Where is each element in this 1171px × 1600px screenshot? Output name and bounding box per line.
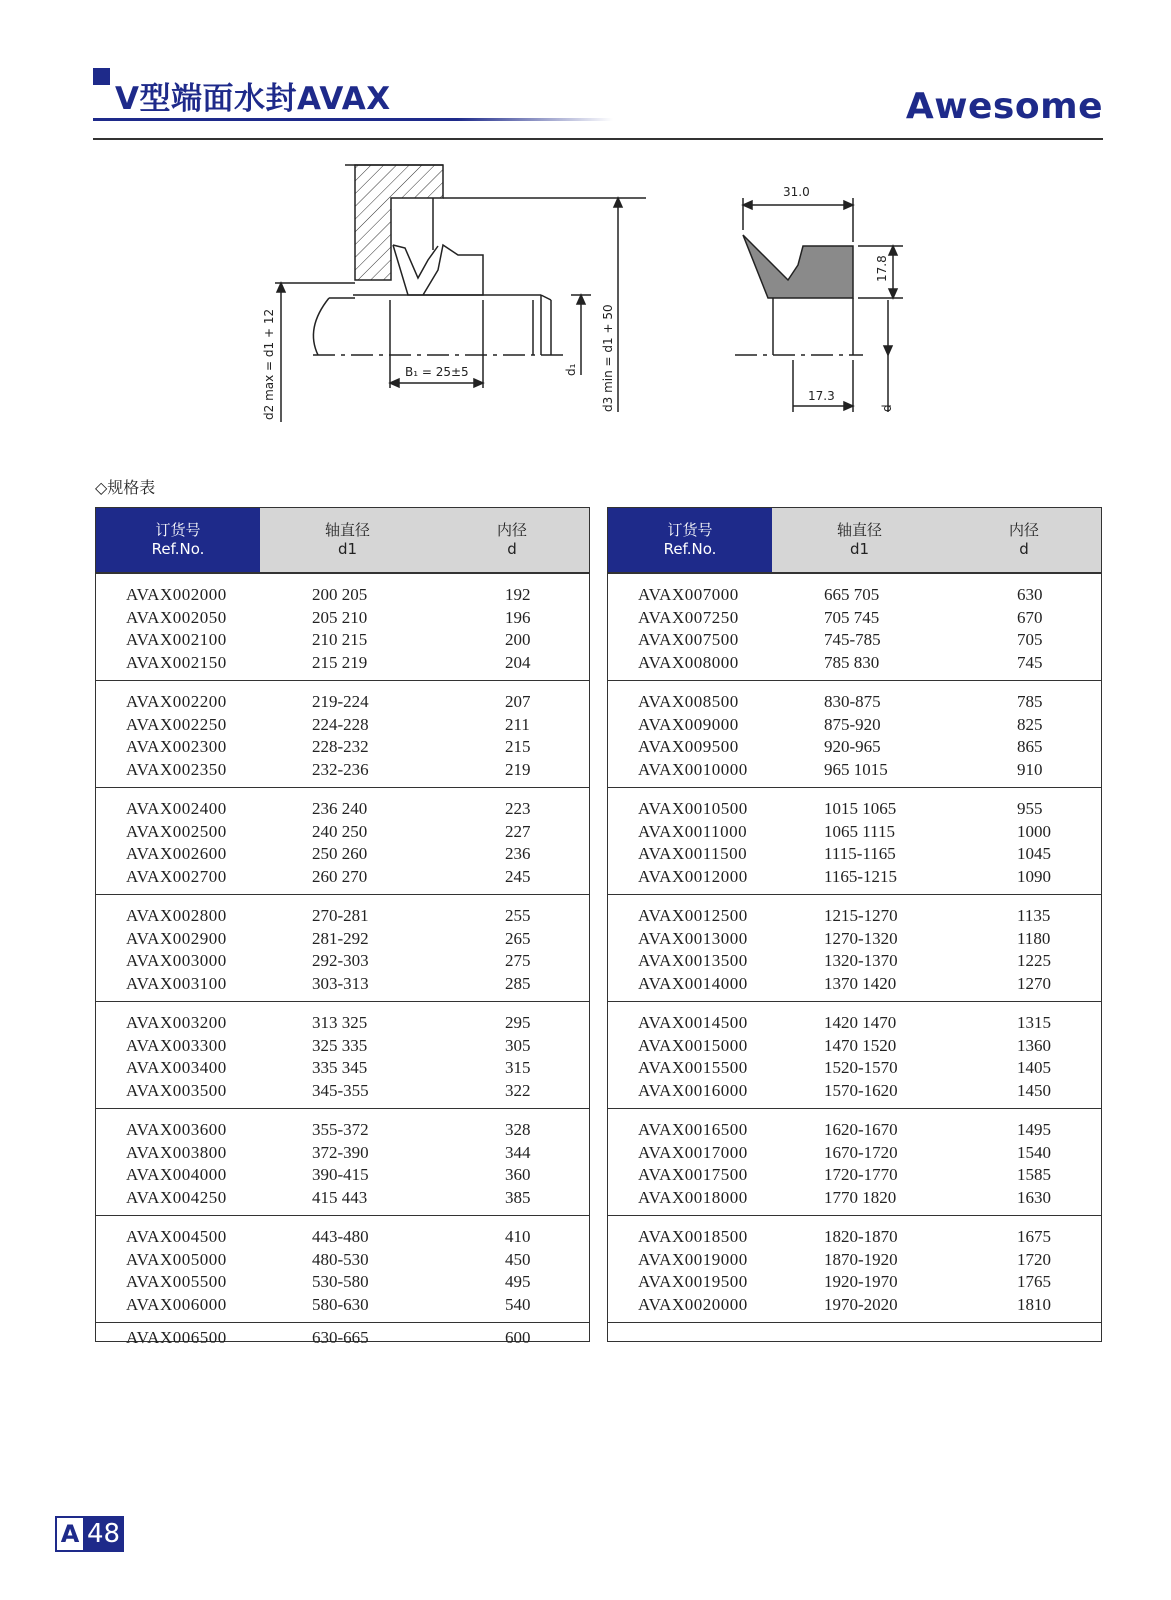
ref-no-cell: AVAX006500 [126,1328,227,1348]
shaft-diameter-cell: 210 215 [312,630,368,650]
table-row [96,652,589,675]
inner-diameter-cell: 1720 [1017,1249,1051,1269]
shaft-diameter-cell: 1570-1620 [824,1080,898,1100]
ref-no-cell: AVAX002100 [126,630,227,650]
inner-diameter-cell: 745 [1017,652,1043,672]
d1-label: d₁ [564,363,578,376]
ref-no-cell: AVAX007250 [638,607,739,627]
spec-table-right [607,507,1102,1342]
spec-table-left [95,507,590,1348]
technical-drawing [93,150,1103,440]
ref-no-cell: AVAX0019500 [638,1272,748,1292]
inner-diameter-cell: 1225 [1017,951,1051,971]
table-row [608,1187,1101,1210]
table-row [96,1164,589,1187]
table-row [608,1271,1101,1294]
ref-no-cell: AVAX002000 [126,585,227,605]
ref-no-cell: AVAX0015500 [638,1058,748,1078]
title-square-marker [93,68,110,85]
shaft-diameter-cell: 1620-1670 [824,1120,898,1140]
table-row [96,928,589,951]
table-row [608,1226,1101,1249]
shaft-diameter-cell: 325 335 [312,1035,368,1055]
inner-diameter-cell: 410 [505,1227,531,1247]
table-row [608,1012,1101,1035]
ref-no-cell: AVAX0017500 [638,1165,748,1185]
ref-no-cell: AVAX0012500 [638,906,748,926]
inner-diameter-cell: 1135 [1017,906,1051,926]
table-row [96,584,589,607]
inner-diameter-cell: 275 [505,951,531,971]
inner-diameter-cell: 705 [1017,630,1043,650]
col-ref-cn: 订货号 [667,521,713,539]
col-d-cn: 内径 [1008,521,1039,539]
inner-diameter-cell: 1585 [1017,1165,1051,1185]
ref-no-cell: AVAX0014500 [638,1013,748,1033]
inner-diameter-cell: 785 [1017,692,1043,712]
inner-diameter-cell: 322 [505,1080,531,1100]
table-body [608,574,1101,1351]
shaft-diameter-cell: 630-665 [312,1328,369,1348]
inner-diameter-cell: 236 [505,844,531,864]
ref-no-cell: AVAX0016000 [638,1080,748,1100]
inner-diameter-cell: 1630 [1017,1187,1051,1207]
table-row [96,843,589,866]
col-d1-en: d1 [849,540,870,558]
table-row [608,950,1101,973]
inner-diameter-cell: 344 [505,1142,531,1162]
table-row [608,714,1101,737]
inner-diameter-cell: 196 [505,607,531,627]
shaft-diameter-cell: 292-303 [312,951,369,971]
ref-no-cell: AVAX002500 [126,821,227,841]
shaft-diameter-cell: 260 270 [312,866,368,886]
shaft-diameter-cell: 415 443 [312,1187,368,1207]
ref-no-cell: AVAX0018000 [638,1187,748,1207]
shaft-diameter-cell: 665 705 [824,585,880,605]
inner-diameter-cell: 600 [505,1328,531,1348]
ref-no-cell: AVAX002700 [126,866,227,886]
col-ref-en: Ref.No. [151,540,205,558]
inner-diameter-cell: 207 [505,692,531,712]
inner-diameter-cell: 865 [1017,737,1043,757]
shaft-diameter-cell: 281-292 [312,928,369,948]
inner-diameter-cell: 495 [505,1272,531,1292]
table-row [96,973,589,996]
header-divider [93,138,1103,140]
shaft-diameter-cell: 920-965 [824,737,881,757]
table-row [608,843,1101,866]
table-row [96,1327,589,1350]
ref-no-cell: AVAX002200 [126,692,227,712]
inner-diameter-cell: 211 [505,714,530,734]
row-group [96,681,589,788]
brand-logo: Awesome [905,86,1103,127]
table-row [96,1294,589,1317]
ref-no-cell: AVAX002600 [126,844,227,864]
shaft-diameter-cell: 965 1015 [824,759,888,779]
inner-diameter-cell: 1675 [1017,1227,1051,1247]
table-row [608,652,1101,675]
installation-diagram [93,150,1103,440]
d2-label: d2 max = d1 + 12 [262,308,276,420]
col-d-header [435,508,589,572]
ref-no-cell: AVAX0018500 [638,1227,748,1247]
title-underline [93,118,613,121]
inner-diameter-cell: 450 [505,1249,531,1269]
shaft-diameter-cell: 345-355 [312,1080,369,1100]
table-row [96,1271,589,1294]
row-group [96,788,589,895]
row-group [608,1216,1101,1323]
table-header [608,508,1101,574]
shaft-diameter-cell: 1670-1720 [824,1142,898,1162]
row-group [96,1109,589,1216]
table-row [608,1057,1101,1080]
ref-no-cell: AVAX0010000 [638,759,748,779]
inner-diameter-cell: 1405 [1017,1058,1051,1078]
table-row [608,584,1101,607]
table-row [96,905,589,928]
table-row [608,821,1101,844]
inner-diameter-cell: 1450 [1017,1080,1051,1100]
col-d-en: d [507,540,517,558]
table-row [608,691,1101,714]
shaft-diameter-cell: 1065 1115 [824,821,895,841]
ref-no-cell: AVAX002150 [126,652,227,672]
shaft-diameter-cell: 1920-1970 [824,1272,898,1292]
inner-diameter-cell: 1045 [1017,844,1051,864]
ref-no-cell: AVAX004250 [126,1187,227,1207]
shaft-diameter-cell: 745-785 [824,630,881,650]
inner-diameter-cell: 1495 [1017,1120,1051,1140]
shaft-diameter-cell: 219-224 [312,692,369,712]
ref-no-cell: AVAX009500 [638,737,739,757]
inner-diameter-cell: 219 [505,759,531,779]
ref-no-cell: AVAX0015000 [638,1035,748,1055]
inner-diameter-cell: 328 [505,1120,531,1140]
ref-no-cell: AVAX006000 [126,1294,227,1314]
table-row [96,821,589,844]
ref-no-cell: AVAX0016500 [638,1120,748,1140]
ref-no-cell: AVAX004500 [126,1227,227,1247]
ref-no-cell: AVAX002400 [126,799,227,819]
col-d-cn: 内径 [496,521,527,539]
ref-no-cell: AVAX004000 [126,1165,227,1185]
page-title: V型端面水封AVAX [115,81,391,117]
table-row [608,759,1101,782]
shaft-diameter-cell: 372-390 [312,1142,369,1162]
ref-no-cell: AVAX003200 [126,1013,227,1033]
col-ref-header [608,508,772,572]
ref-no-cell: AVAX007000 [638,585,739,605]
shaft-diameter-cell: 1970-2020 [824,1294,898,1314]
table-row [608,1142,1101,1165]
col-d1-cn: 轴直径 [836,521,882,539]
table-row [608,1035,1101,1058]
table-row [96,1035,589,1058]
spec-table-heading: ◇规格表 [95,478,156,497]
row-group [96,574,589,681]
shaft-diameter-cell: 390-415 [312,1165,369,1185]
inner-diameter-cell: 215 [505,737,531,757]
inner-diameter-cell: 245 [505,866,531,886]
ref-no-cell: AVAX008000 [638,652,739,672]
inner-diameter-cell: 305 [505,1035,531,1055]
row-group [96,895,589,1002]
ref-no-cell: AVAX0011000 [638,821,748,841]
inner-diameter-cell: 955 [1017,799,1043,819]
inner-diameter-cell: 670 [1017,607,1043,627]
ref-no-cell: AVAX0013000 [638,928,748,948]
table-row [608,798,1101,821]
row-group [608,1109,1101,1216]
table-header [96,508,589,574]
inner-diameter-cell: 1765 [1017,1272,1051,1292]
ref-no-cell: AVAX0020000 [638,1294,748,1314]
ref-no-cell: AVAX002900 [126,928,227,948]
d-label: d [880,404,894,412]
installation-view [275,165,646,422]
inner-diameter-cell: 540 [505,1294,531,1314]
table-row [96,1142,589,1165]
shaft-diameter-cell: 1370 1420 [824,973,897,993]
ref-no-cell: AVAX002350 [126,759,227,779]
inner-diameter-cell: 825 [1017,714,1043,734]
ref-no-cell: AVAX003400 [126,1058,227,1078]
table-row [608,629,1101,652]
col-d1-header [772,508,947,572]
shaft-diameter-cell: 875-920 [824,714,881,734]
shaft-diameter-cell: 313 325 [312,1013,368,1033]
col-d-header [947,508,1101,572]
page-header [93,60,1103,142]
inner-diameter-cell: 1810 [1017,1294,1051,1314]
ref-no-cell: AVAX003100 [126,973,227,993]
shaft-diameter-cell: 480-530 [312,1249,369,1269]
shaft-diameter-cell: 830-875 [824,692,881,712]
inner-diameter-cell: 223 [505,799,531,819]
cross-section-view [735,198,903,412]
shaft-diameter-cell: 1420 1470 [824,1013,897,1033]
inner-diameter-cell: 192 [505,585,531,605]
shaft-diameter-cell: 1015 1065 [824,799,897,819]
inner-diameter-cell: 265 [505,928,531,948]
ref-no-cell: AVAX005000 [126,1249,227,1269]
row-group [96,1216,589,1323]
table-row [608,1249,1101,1272]
ref-no-cell: AVAX0019000 [638,1249,748,1269]
table-row [608,1294,1101,1317]
shaft-diameter-cell: 270-281 [312,906,369,926]
inner-diameter-cell: 227 [505,821,531,841]
shaft-diameter-cell: 530-580 [312,1272,369,1292]
row-group [608,574,1101,681]
shaft-diameter-cell: 250 260 [312,844,368,864]
shaft-diameter-cell: 1115-1165 [824,844,896,864]
section-badge: A [55,1516,85,1552]
inner-diameter-cell: 385 [505,1187,531,1207]
table-row [608,1164,1101,1187]
col-ref-header [96,508,260,572]
ref-no-cell: AVAX002050 [126,607,227,627]
col-ref-en: Ref.No. [663,540,717,558]
table-row [96,1226,589,1249]
shaft-diameter-cell: 228-232 [312,737,369,757]
inner-diameter-cell: 630 [1017,585,1043,605]
shaft-diameter-cell: 232-236 [312,759,369,779]
row-group [608,895,1101,1002]
inner-diameter-cell: 1090 [1017,866,1051,886]
row-group [96,1002,589,1109]
table-row [608,928,1101,951]
shaft-diameter-cell: 205 210 [312,607,368,627]
b1-label: B₁ = 25±5 [405,365,469,379]
shaft-diameter-cell: 1320-1370 [824,951,898,971]
ref-no-cell: AVAX0010500 [638,799,748,819]
ref-no-cell: AVAX002250 [126,714,227,734]
table-row [96,866,589,889]
inner-diameter-cell: 315 [505,1058,531,1078]
shaft-diameter-cell: 335 345 [312,1058,368,1078]
shaft-diameter-cell: 1870-1920 [824,1249,898,1269]
table-row [608,1119,1101,1142]
table-row [608,736,1101,759]
inner-diameter-cell: 1000 [1017,821,1051,841]
d3-label: d3 min = d1 + 50 [601,304,615,412]
inner-diameter-cell: 285 [505,973,531,993]
ref-no-cell: AVAX003800 [126,1142,227,1162]
col-d1-cn: 轴直径 [324,521,370,539]
inner-diameter-cell: 1540 [1017,1142,1051,1162]
shaft-diameter-cell: 355-372 [312,1120,369,1140]
inner-diameter-cell: 910 [1017,759,1043,779]
table-row [96,1057,589,1080]
col-d-en: d [1019,540,1029,558]
shaft-diameter-cell: 785 830 [824,652,880,672]
ref-no-cell: AVAX003000 [126,951,227,971]
table-row [96,798,589,821]
table-row [96,1187,589,1210]
ref-no-cell: AVAX003500 [126,1080,227,1100]
shaft-diameter-cell: 1770 1820 [824,1187,897,1207]
ref-no-cell: AVAX003300 [126,1035,227,1055]
page-number-value: 48 [83,1516,124,1552]
table-row [608,607,1101,630]
table-row [96,950,589,973]
shaft-diameter-cell: 1820-1870 [824,1227,898,1247]
shaft-diameter-cell: 1520-1570 [824,1058,898,1078]
table-body [96,574,589,1351]
shaft-diameter-cell: 240 250 [312,821,368,841]
table-row [96,736,589,759]
row-group [96,1323,589,1351]
ref-no-cell: AVAX009000 [638,714,739,734]
table-row [96,759,589,782]
page-number [55,1515,124,1553]
table-row [96,1249,589,1272]
inner-diameter-cell: 204 [505,652,531,672]
table-row [608,973,1101,996]
inner-diameter-cell: 1180 [1017,928,1051,948]
shaft-diameter-cell: 1470 1520 [824,1035,897,1055]
shaft-diameter-cell: 1720-1770 [824,1165,898,1185]
ref-no-cell: AVAX0013500 [638,951,748,971]
ref-no-cell: AVAX008500 [638,692,739,712]
shaft-diameter-cell: 1215-1270 [824,906,898,926]
height-dimension: 17.8 [875,255,889,282]
table-row [96,607,589,630]
table-row [96,714,589,737]
table-row [96,1119,589,1142]
width-dimension: 31.0 [783,185,810,199]
col-d1-en: d1 [337,540,358,558]
inner-diameter-cell: 1360 [1017,1035,1051,1055]
table-row [608,1080,1101,1103]
col-ref-cn: 订货号 [155,521,201,539]
shaft-diameter-cell: 224-228 [312,714,369,734]
shaft-diameter-cell: 1270-1320 [824,928,898,948]
table-row [96,1080,589,1103]
shaft-diameter-cell: 705 745 [824,607,880,627]
table-row [96,629,589,652]
shaft-diameter-cell: 200 205 [312,585,368,605]
ref-no-cell: AVAX003600 [126,1120,227,1140]
ref-no-cell: AVAX0012000 [638,866,748,886]
ref-no-cell: AVAX0017000 [638,1142,748,1162]
row-group [608,1323,1101,1351]
inner-diameter-cell: 1270 [1017,973,1051,993]
inner-diameter-cell: 295 [505,1013,531,1033]
col-d1-header [260,508,435,572]
table-row [608,905,1101,928]
row-group [608,681,1101,788]
inner-diameter-cell: 1315 [1017,1013,1051,1033]
shaft-diameter-cell: 236 240 [312,799,368,819]
shaft-diameter-cell: 1165-1215 [824,866,898,886]
shaft-diameter-cell: 215 219 [312,652,368,672]
shaft-diameter-cell: 443-480 [312,1227,369,1247]
ref-no-cell: AVAX0011500 [638,844,748,864]
ref-no-cell: AVAX002300 [126,737,227,757]
row-group [608,1002,1101,1109]
inner-diameter-cell: 200 [505,630,531,650]
ref-no-cell: AVAX005500 [126,1272,227,1292]
ref-no-cell: AVAX0014000 [638,973,748,993]
table-row [608,866,1101,889]
inner-diameter-cell: 360 [505,1165,531,1185]
base-dimension: 17.3 [808,389,835,403]
row-group [608,788,1101,895]
ref-no-cell: AVAX007500 [638,630,739,650]
ref-no-cell: AVAX002800 [126,906,227,926]
table-row [96,691,589,714]
table-row [96,1012,589,1035]
shaft-diameter-cell: 580-630 [312,1294,369,1314]
inner-diameter-cell: 255 [505,906,531,926]
shaft-diameter-cell: 303-313 [312,973,369,993]
